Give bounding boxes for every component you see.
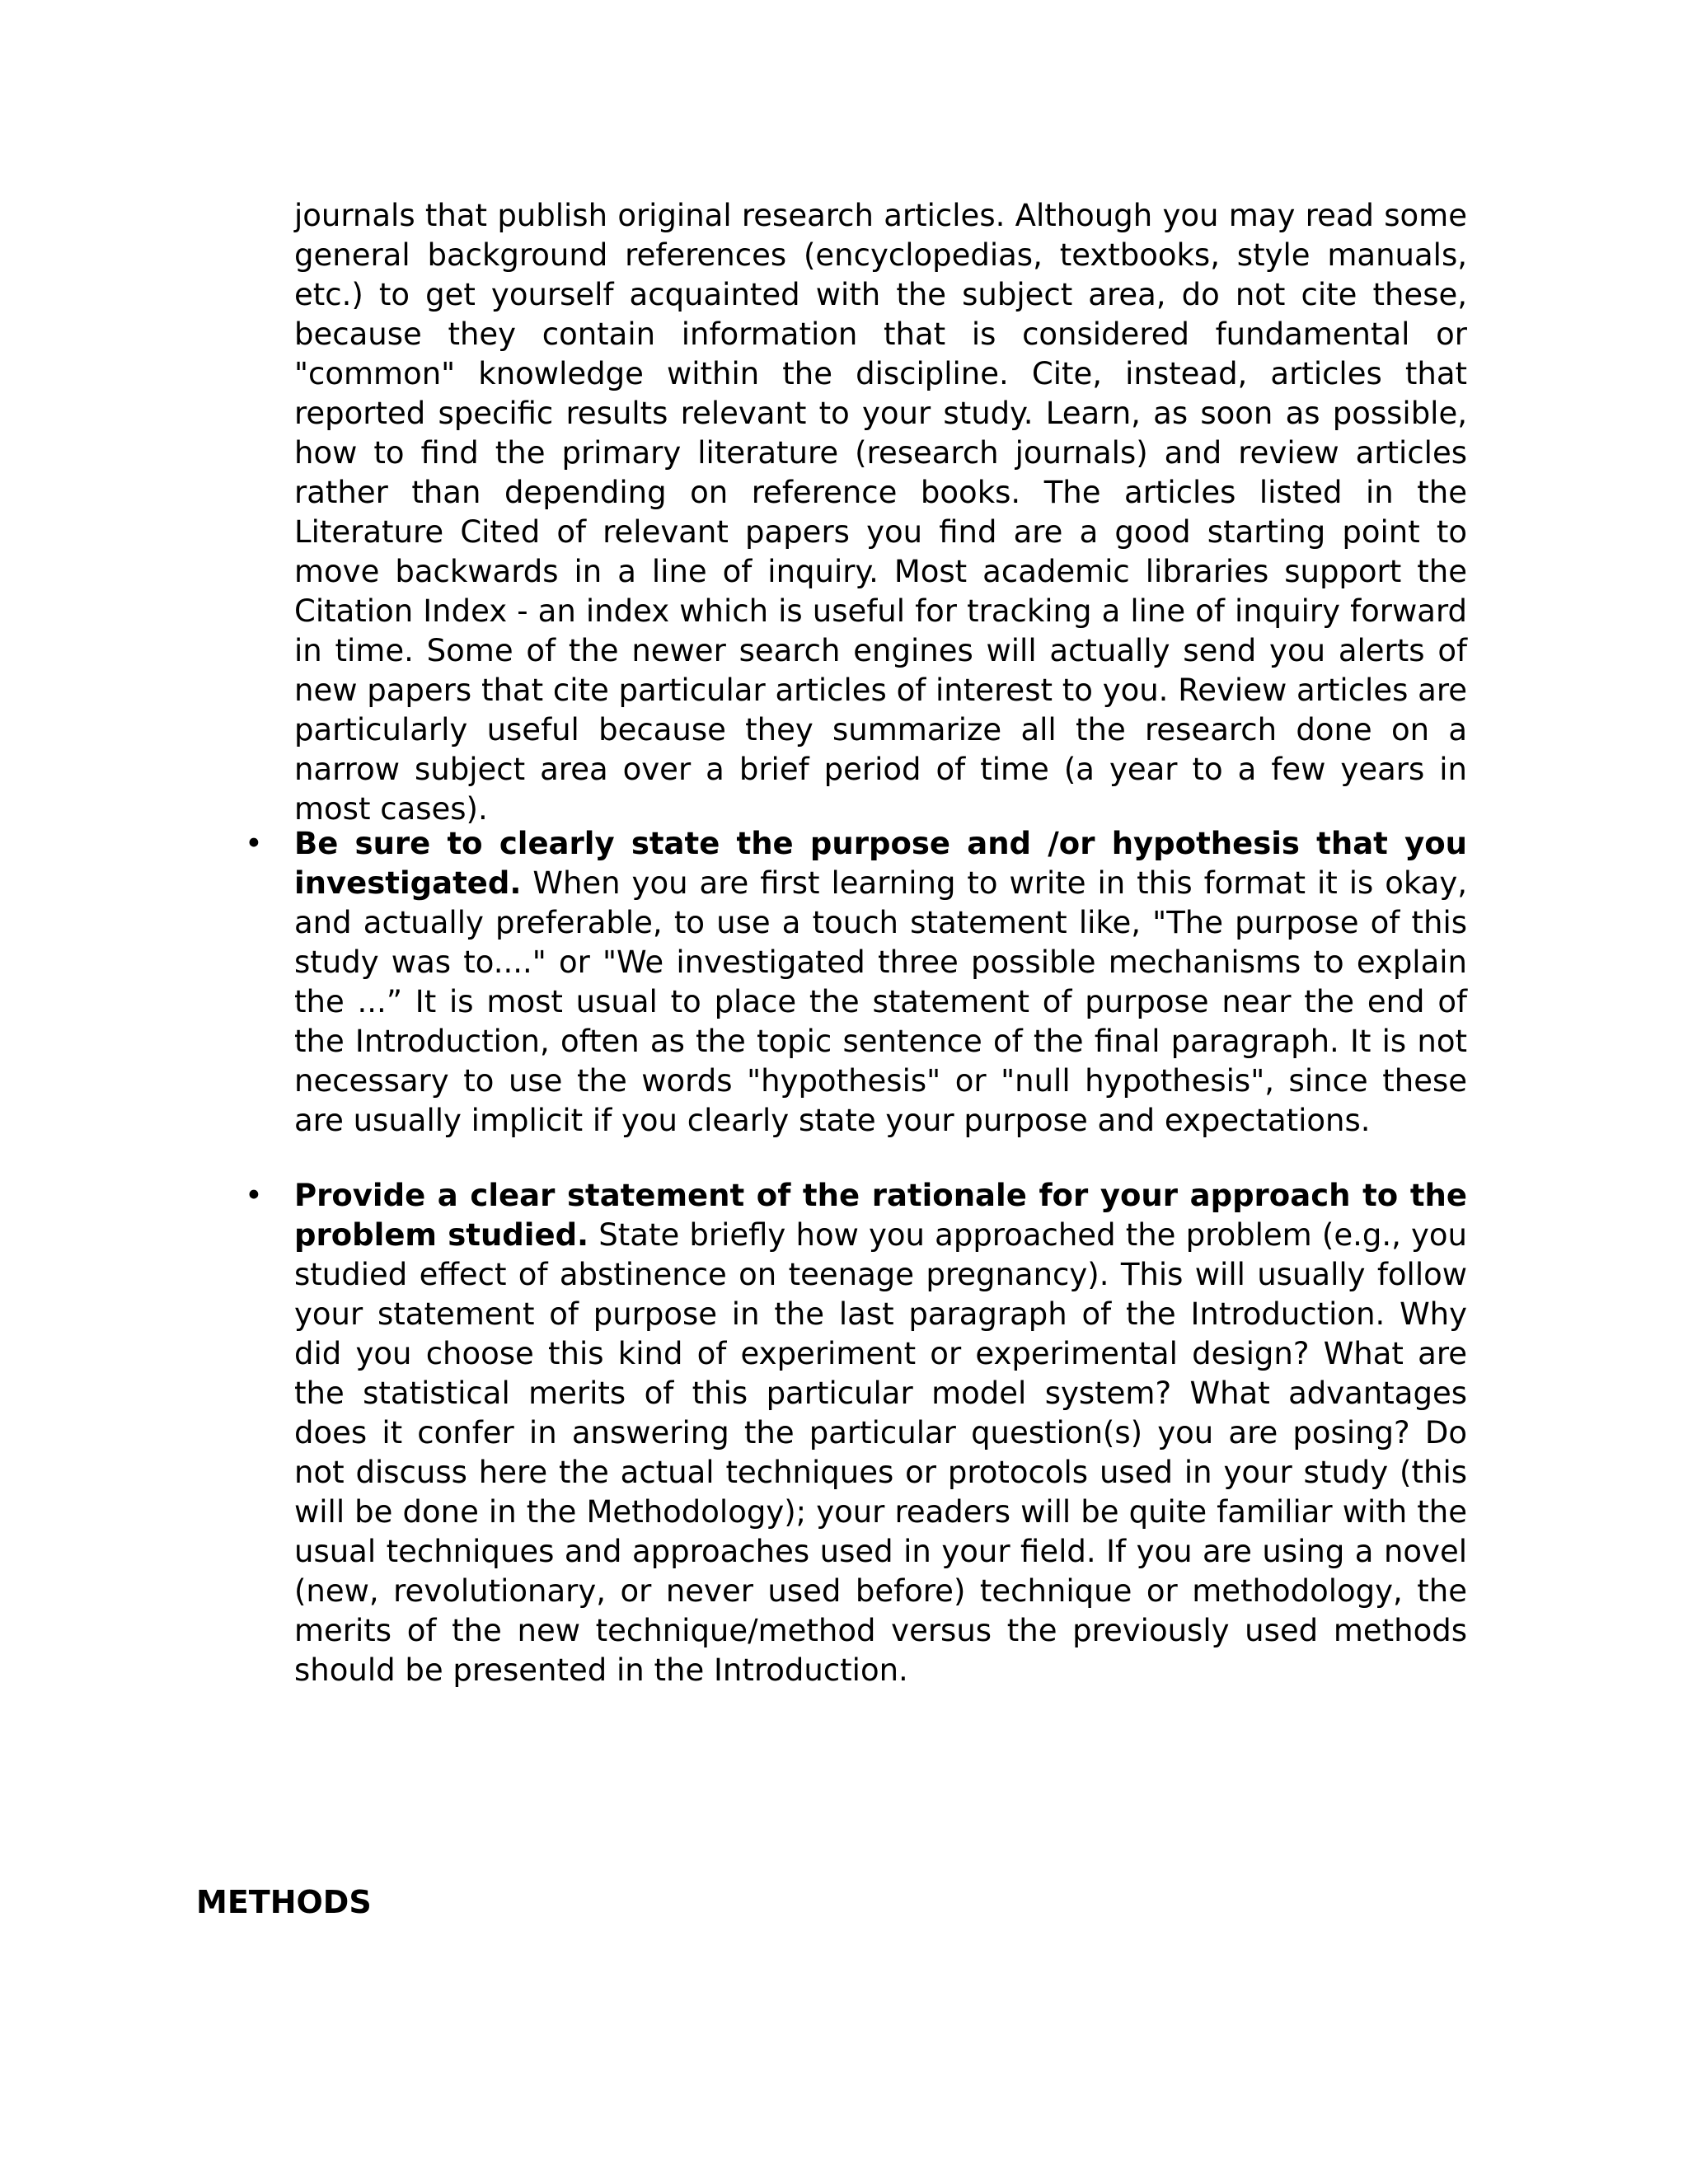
intro-continuation-paragraph: journals that publish original research articles. Although you may read some general background references (encyclopedias, textbooks, style manuals, etc.) to get yourself acquainted with the subject area, do not cite these, because they contain information that is considered fundamental or "common" knowledge within the discipline. Cite, instead, articles that reported specific results relevant to your study. Learn, as soon as possible, how to find the primary literature (research journals) and review articles rather than depending on reference books. The articles listed in the Literature Cited of relevant papers you find are a good starting point to move backwards in a line of inquiry. Most academic libraries support the Citation Index - an index which is useful for tracking a line of inquiry forward in time. Some of the newer search engines will actually send you alerts of new papers that cite particular articles of interest to you. Review articles are particularly useful because they summarize all the research done on a narrow subject area over a brief period of time (a year to a few years in most cases). bbox=[294, 198, 1467, 827]
bullet-item-purpose bbox=[245, 824, 1467, 1141]
bullet-item-rationale bbox=[245, 1176, 1467, 1690]
bullet-body-text: When you are first learning to write in this format it is okay, and actually preferable, to use a touch statement like, "The purpose of this study was to...." or "We investigated three possible mechanisms to explain the ...” It is most usual to place the statement of purpose near the end of the Introduction, often as the topic sentence of the final paragraph. It is not necessary to use the words "hypothesis" or "null hypothesis", since these are usually implicit if you clearly state your purpose and expectations. bbox=[294, 865, 1467, 1138]
bullet-lead-text: Be sure to clearly state the purpose and /or hypothesis that you investigated. bbox=[294, 826, 1467, 901]
bullet-marker: • bbox=[245, 1178, 263, 1213]
bullet-lead-text: Provide a clear statement of the rationale for your approach to the problem studied. bbox=[294, 1178, 1467, 1253]
bullet-marker: • bbox=[245, 826, 263, 861]
section-heading-methods: METHODS bbox=[196, 1884, 372, 1920]
bullet-body-text: State briefly how you approached the problem (e.g., you studied effect of abstinence on teenage pregnancy). This will usually follow your statement of purpose in the last paragraph of the Introduction. Why did you choose this kind of experiment or experimental design? What are the statistical merits of this particular model system? What advantages does it confer in answering the particular question(s) you are posing? Do not discuss here the actual techniques or protocols used in your study (this will be done in the Methodology); your readers will be quite familiar with the usual techniques and approaches used in your field. If you are using a novel (new, revolutionary, or never used before) technique or methodology, the merits of the new technique/method versus the previously used methods should be presented in the Introduction. bbox=[294, 1217, 1467, 1688]
